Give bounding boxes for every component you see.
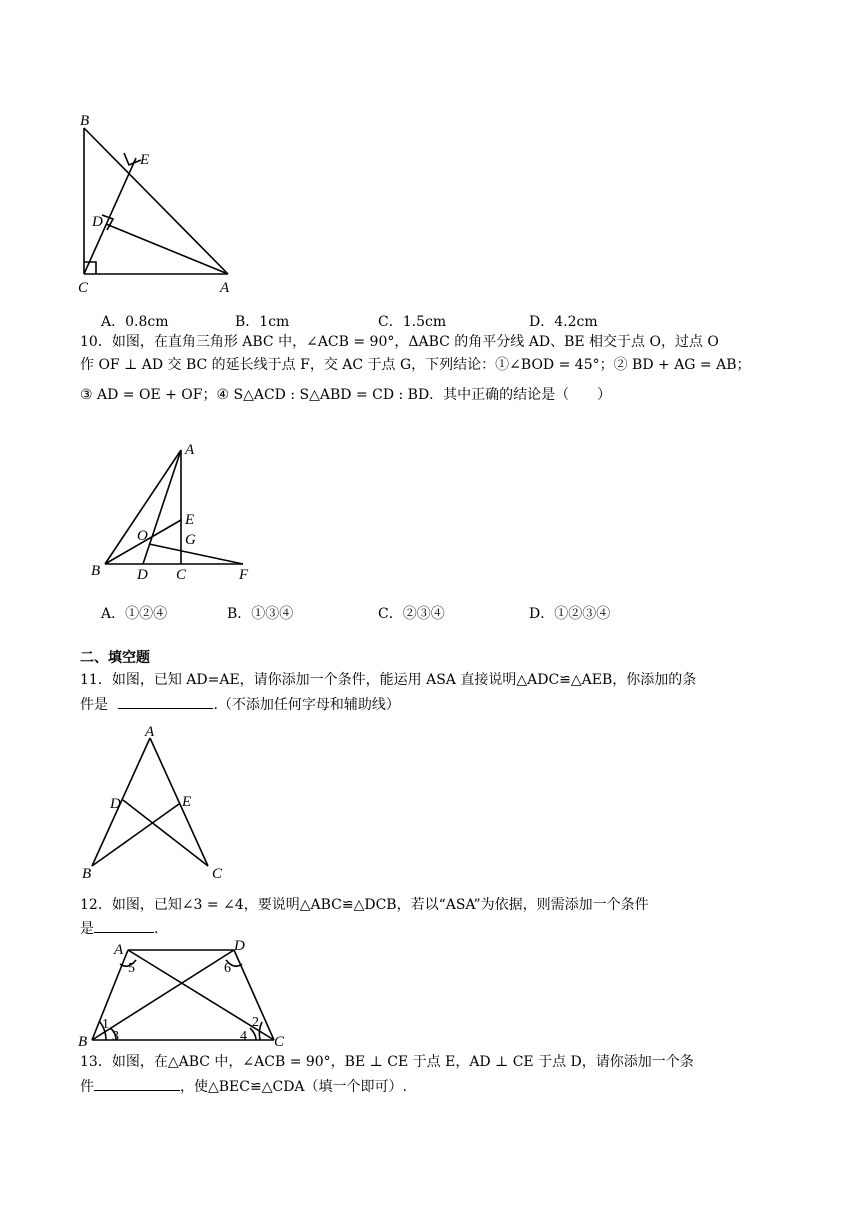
angle-2-label: 2 [252, 1015, 259, 1030]
q10-line-2: 作 OF ⊥ AD 交 BC 的延长线于点 F，交 AC 于点 G，下列结论：①∠BOD = 45°；② BD + AG = AB； [80, 357, 751, 373]
q11-line-2-prefix: 件是 [80, 697, 108, 713]
label-C: C [212, 866, 223, 882]
label-E: E [140, 152, 150, 168]
label-D: D [92, 214, 103, 230]
q10-option-c: C．②③④ [378, 606, 445, 622]
figure-q11-svg [78, 720, 238, 882]
angle-4-label: 4 [240, 1029, 247, 1044]
q9-option-a: A．0.8cm [101, 314, 169, 330]
q13-line-2 [80, 1076, 407, 1097]
q10-option-b: B．①③④ [227, 606, 294, 622]
section-title: 二、填空题 [80, 650, 150, 666]
angle-1-label: 1 [102, 1017, 109, 1032]
angle-3-label: 3 [112, 1029, 119, 1044]
q10-option-a: A．①②④ [101, 606, 168, 622]
q13-line-1: 13．如图，在△ABC 中，∠ACB = 90°，BE ⊥ CE 于点 E，AD ⊥ CE 于点 D，请你添加一个条 [80, 1054, 694, 1070]
q10-line-1: 10．如图，在直角三角形 ABC 中，∠ACB = 90°，ΔABC 的角平分线 AD、BE 相交于点 O，过点 O [80, 334, 719, 350]
figure-q10-svg [85, 436, 265, 586]
q12-line-2-suffix: . [154, 921, 159, 937]
q11-answer-blank[interactable] [118, 694, 213, 709]
label-A: A [114, 942, 124, 958]
label-F: F [239, 567, 249, 583]
q9-option-b: B．1cm [235, 314, 290, 330]
figure-q12 [76, 936, 296, 1048]
q10-option-d: D．①②③④ [529, 606, 611, 622]
label-A: A [145, 724, 155, 740]
figure-q9-svg [70, 108, 250, 298]
q12-line-1: 12．如图，已知∠3 = ∠4，要说明△ABC≌△DCB，若以“ASA”为依据，则需添加一个条件 [80, 897, 649, 913]
q11-line-2-suffix: .（不添加任何字母和辅助线） [213, 697, 400, 713]
q13-answer-blank[interactable] [94, 1076, 180, 1091]
q13-line-2-suffix: ，使△BEC≌△CDA（填一个即可）. [180, 1079, 407, 1095]
label-B: B [78, 1034, 88, 1050]
angle-6-label: 6 [224, 961, 231, 976]
label-G: G [185, 532, 196, 548]
figure-q11 [78, 720, 238, 882]
label-C: C [78, 280, 89, 296]
label-B: B [82, 866, 92, 882]
label-C: C [176, 567, 187, 583]
label-D: D [137, 567, 148, 583]
q12-line-2-prefix: 是 [80, 921, 94, 937]
q13-line-2-prefix: 件 [80, 1079, 94, 1095]
label-E: E [182, 794, 192, 810]
q9-option-d: D．4.2cm [529, 314, 598, 330]
q11-line-2 [80, 694, 400, 715]
q12-answer-blank[interactable] [94, 918, 154, 933]
label-A: A [185, 442, 195, 458]
label-E: E [185, 512, 195, 528]
figure-q10 [85, 436, 265, 586]
q11-line-1: 11．如图，已知 AD=AE，请你添加一个条件，能运用 ASA 直接说明△ADC≌△AEB，你添加的条 [80, 672, 697, 688]
label-D: D [234, 938, 245, 954]
q9-option-c: C．1.5cm [378, 314, 447, 330]
label-A: A [220, 280, 230, 296]
figure-q9 [70, 108, 250, 298]
angle-5-label: 5 [128, 961, 135, 976]
q10-line-3: ③ AD = OE + OF；④ S△ACD : S△ABD = CD : BD．其中正确的结论是（ ） [80, 387, 612, 403]
label-D: D [110, 796, 121, 812]
label-C: C [274, 1034, 285, 1050]
figure-q12-svg [76, 936, 296, 1048]
label-B: B [80, 113, 90, 129]
label-O: O [137, 528, 148, 544]
label-B: B [91, 563, 101, 579]
